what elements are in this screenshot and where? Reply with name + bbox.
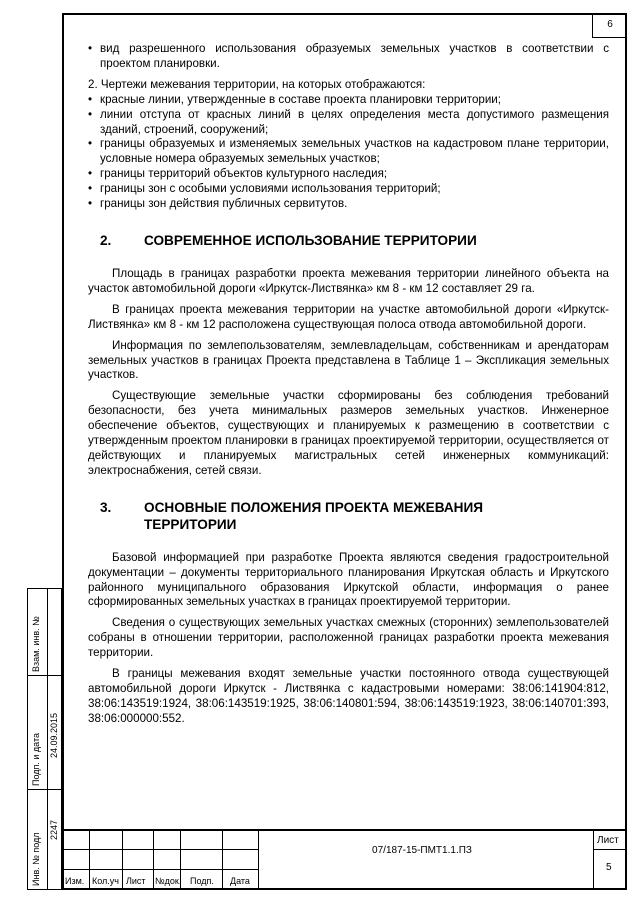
paragraph: Базовой информацией при разработке Проекта являются сведения градостроительной документации – документы территориального планирования Иркутская область и Иркутского районного муниципального образования Иркутской области, информация о ранее сформированных земельных участках в границах проектируемой территории. (88, 550, 609, 609)
bullet-item: • границы территорий объектов культурного наследия; (88, 167, 609, 182)
section-title-line2: ТЕРРИТОРИИ (144, 516, 237, 532)
bullet-item: • границы образуемых и изменяемых земельных участков на кадастровом плане территории, условные номера образуемых земельных участков; (88, 137, 609, 167)
sheet-number: 5 (606, 862, 612, 873)
koluch-label: Кол.уч (92, 876, 119, 886)
section-number: 3. (100, 499, 112, 515)
ndok-label: №док. (155, 876, 182, 886)
bullet-item: • красные линии, утвержденные в составе проекта планировки территории; (88, 93, 609, 108)
podp-label: Подп. (190, 876, 214, 886)
section-title-line1: ОСНОВНЫЕ ПОЛОЖЕНИЯ ПРОЕКТА МЕЖЕВАНИЯ (144, 499, 484, 515)
paragraph: Существующие земельные участки сформированы без соблюдения требований безопасности, без учета минимальных размеров земельных участков. Инженерное обеспечение объектов, существующих и планируемых к размещению в соответствии с утвержденным проектом планировки в границах проектируемой территории, осуществляется от действующих и планируемых магистральных сетей инженерных коммуникаций: электроснабжения, сетей связи. (88, 389, 609, 477)
list-label: Лист (126, 876, 146, 886)
data-label: Дата (230, 876, 250, 886)
top-sheet-number: 6 (592, 13, 627, 38)
document-body (88, 42, 609, 727)
section-heading-2 (100, 232, 609, 249)
paragraph: В границы межевания входят земельные участки постоянного отвода существующей автомобильной дороги Иркутск - Листвянка с кадастровыми номерами: 38:06:141904:812, 38:06:143519:1924, 38:06:143519:1925, 38:06:140801:594, 38:06:143519:1923, 38:06:140701:393, 38:06:000000:552. (88, 667, 609, 725)
vzam-label: Взам. инв. № (31, 616, 41, 672)
title-block (62, 829, 627, 890)
section-number: 2. (100, 232, 112, 248)
section-title: СОВРЕМЕННОЕ ИСПОЛЬЗОВАНИЕ ТЕРРИТОРИИ (144, 232, 477, 248)
document-code: 07/187-15-ПМТ1.1.ПЗ (372, 845, 472, 856)
paragraph: Информация по землепользователям, землевладельцам, собственникам и арендаторам земельных участков в границах Проекта представлена в Таблице 1 – Экспликация земельных участков. (88, 338, 609, 382)
sheet-label: Лист (597, 835, 619, 846)
bullet-item: • границы зон с особыми условиями использования территорий; (88, 182, 609, 197)
paragraph: В границах проекта межевания территории на участке автомобильной дороги «Иркутск-Листвянка» км 8 - км 12 расположена существующая полоса отвода автомобильной дороги. (88, 302, 609, 331)
inv-number: 2247 (49, 819, 59, 840)
left-stamp (27, 588, 62, 890)
list-item-2: 2. Чертежи межевания территории, на которых отображаются: (88, 77, 426, 91)
paragraph: Площадь в границах разработки проекта межевания территории линейного объекта на участок автомобильной дороги «Иркутск-Листвянка» км 8 - км 12 составляет 29 га. (88, 266, 609, 295)
bullet-item: • линии отступа от красных линий в целях определения места допустимого размещения зданий, строений, сооружений; (88, 108, 609, 138)
inv-podl-label: Инв. № подл (31, 832, 41, 886)
bullet-item: • вид разрешенного использования образуемых земельных участков в соответствии с проектом планировки. (88, 42, 609, 72)
bullet-item: • границы зон действия публичных сервитутов. (88, 197, 609, 212)
podp-data-label: Подп. и дата (31, 732, 41, 786)
section-heading-3 (100, 499, 609, 533)
paragraph: Сведения о существующих земельных участках смежных (сторонних) землепользователей собраны в отношении территории, расположенной границах разработки проекта межевания территории. (88, 616, 609, 660)
date-value: 24.09.2015 (49, 712, 59, 758)
izm-label: Изм. (65, 876, 85, 886)
